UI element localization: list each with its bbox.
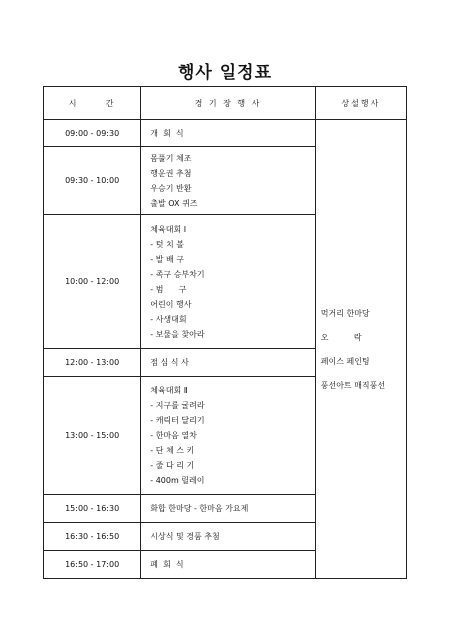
time-cell: 09:30 - 10:00 xyxy=(44,147,141,215)
side-event-item: 풍선아트 매직풍선 xyxy=(320,380,386,390)
header-time: 시 간 xyxy=(44,87,141,120)
time-cell: 12:00 - 13:00 xyxy=(44,349,141,377)
event-line: 체육대회 Ⅱ xyxy=(150,386,188,395)
event-cell xyxy=(141,120,315,147)
header-event: 경 기 장 행 사 xyxy=(141,87,315,120)
event-line: 점 심 식 사 xyxy=(150,358,189,367)
schedule-table xyxy=(43,86,407,579)
event-line: - 지구를 굴려라 xyxy=(150,401,205,410)
event-line: - 보물을 찾아라 xyxy=(150,329,205,339)
event-line: 행운권 추첨 xyxy=(150,168,192,178)
event-cell xyxy=(141,349,315,377)
event-line: 출발 OX 퀴즈 xyxy=(150,198,198,208)
event-cell xyxy=(141,215,315,349)
event-line: 시상식 및 경품 추첨 xyxy=(150,532,220,541)
time-cell: 13:00 - 15:00 xyxy=(44,377,141,495)
event-cell xyxy=(141,551,315,579)
event-cell xyxy=(141,523,315,551)
time-cell: 09:00 - 09:30 xyxy=(44,120,141,147)
table-header-row xyxy=(44,87,407,120)
time-cell: 15:00 - 16:30 xyxy=(44,495,141,523)
event-line: - 줄 다 리 기 xyxy=(150,461,195,470)
event-cell xyxy=(141,377,315,495)
side-event-item: 오 락 xyxy=(320,332,362,342)
event-line: 폐 회 식 xyxy=(150,560,184,569)
event-line: - 사생대회 xyxy=(150,314,187,324)
page-title: 행사 일정표 xyxy=(177,63,273,83)
header-side-events: 상설행사 xyxy=(315,87,406,120)
event-line: - 족구 승부차기 xyxy=(150,269,205,279)
event-line: - 범 구 xyxy=(150,284,187,294)
event-line: - 단 체 스 키 xyxy=(150,446,195,455)
event-cell xyxy=(141,147,315,215)
time-cell: 16:50 - 17:00 xyxy=(44,551,141,579)
event-line: 체육대회 Ⅰ xyxy=(150,224,187,234)
event-line: - 한마음 열차 xyxy=(150,431,197,440)
time-cell: 10:00 - 12:00 xyxy=(44,215,141,349)
event-line: - 캐릭터 달리기 xyxy=(150,416,205,425)
side-event-item: 페이스 페인팅 xyxy=(320,356,370,366)
event-line: 개 회 식 xyxy=(150,128,184,138)
event-line: - 발 배 구 xyxy=(150,254,184,264)
event-line: - 400m 릴레이 xyxy=(150,476,205,485)
time-cell: 16:30 - 16:50 xyxy=(44,523,141,551)
event-line: 화합 한마당 - 한마음 가요제 xyxy=(150,504,249,513)
side-event-item: 먹거리 한마당 xyxy=(320,308,370,318)
event-line: 몸풀기 체조 xyxy=(150,153,192,163)
table-row xyxy=(44,120,407,147)
event-cell xyxy=(141,495,315,523)
side-events-cell xyxy=(315,120,406,579)
event-line: - 텃 치 볼 xyxy=(150,239,184,249)
event-line: 우승기 반환 xyxy=(150,183,192,193)
event-line: 어린이 행사 xyxy=(150,299,192,309)
